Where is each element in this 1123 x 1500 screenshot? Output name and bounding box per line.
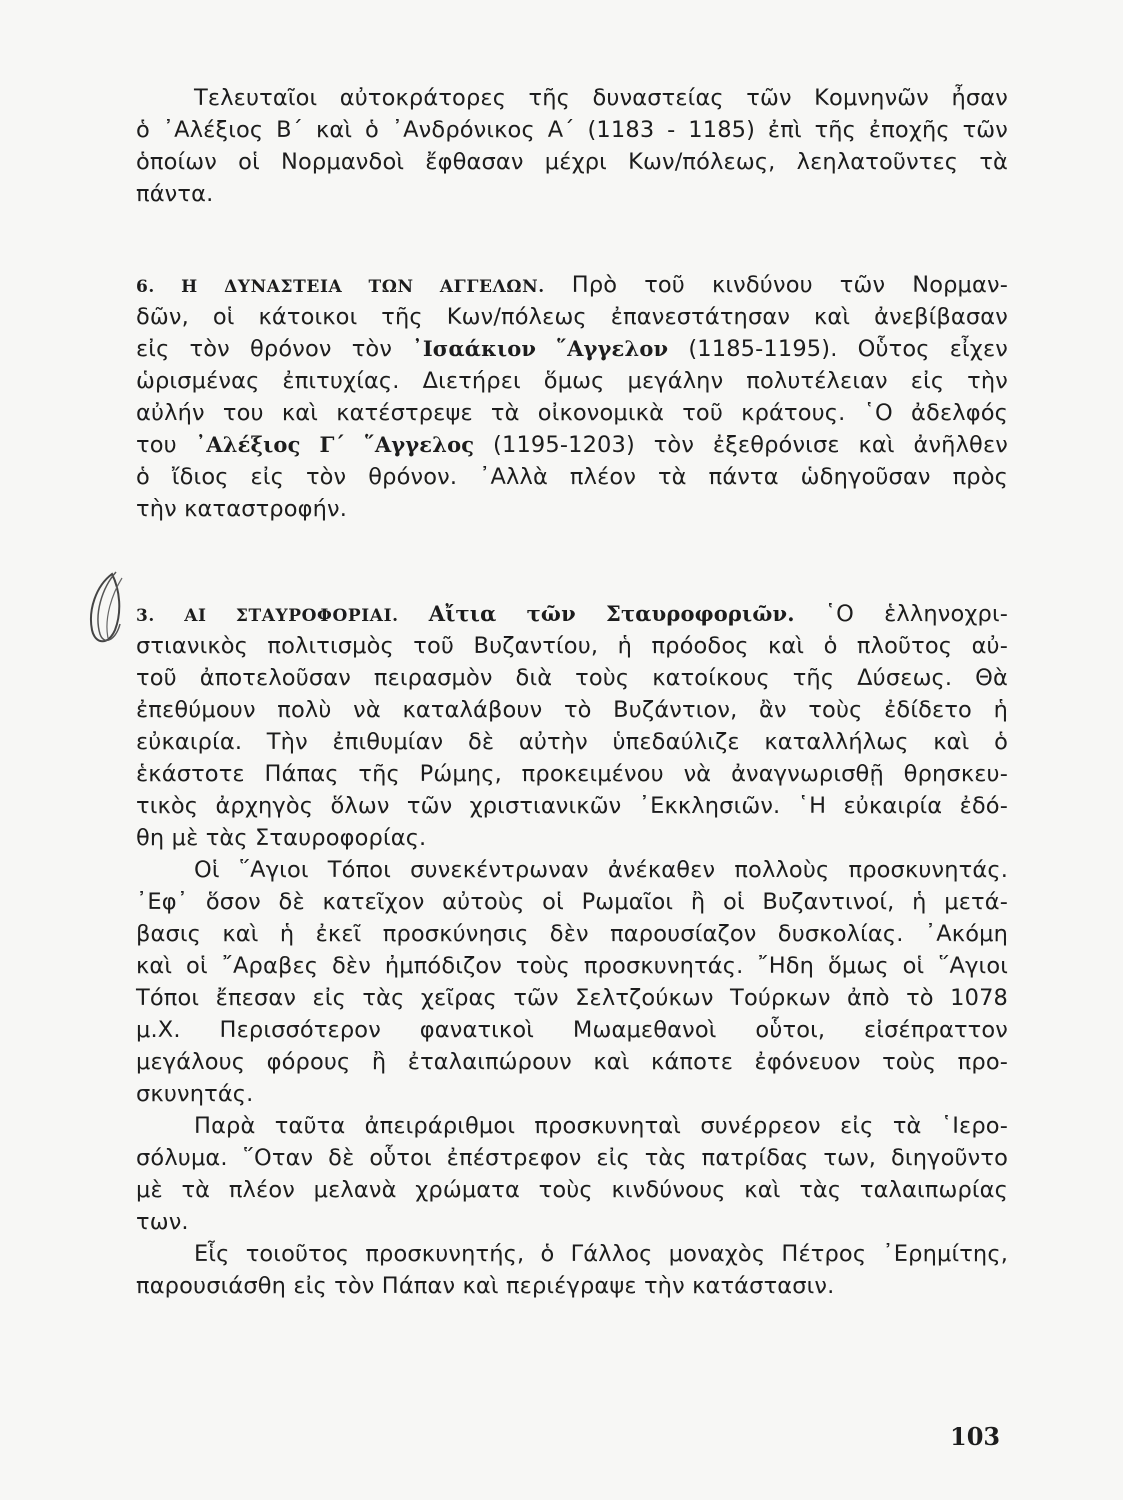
text-line: τικὸς ἀρχηγὸς ὅλων τῶν χριστιανικῶν ᾿Εκκλησιῶν. ῾Η εὐκαιρία ἐδό- [136, 793, 1008, 819]
text-line: ἐπεθύμουν πολὺ νὰ καταλάβουν τὸ Βυζάντιον, ἂν τοὺς ἐδίδετο ἡ [136, 697, 1008, 723]
section-heading: 3. ΑΙ ΣΤΑΥΡΟΦΟΡΙΑΙ. [136, 606, 399, 626]
text-line: τὴν καταστροφήν. [136, 496, 348, 522]
text-line [136, 333, 1008, 365]
text-line: Εἷς τοιοῦτος προσκυνητής, ὁ Γάλλος μοναχὸς Πέτρος ᾿Ερημίτης, [194, 1241, 1008, 1267]
intro-paragraph [136, 82, 1008, 210]
text-line: παρουσιάσθη εἰς τὸν Πάπαν καὶ περιέγραψε τὴν κατάστασιν. [136, 1273, 835, 1299]
section-crusades [136, 598, 1008, 1302]
text-line: μὲ τὰ πλέον μελανὰ χρώματα τοὺς κινδύνους καὶ τὰς ταλαιπωρίας [136, 1177, 1008, 1203]
text-line: Τελευταῖοι αὐτοκράτορες τῆς δυναστείας τῶν Κομνηνῶν ἦσαν [194, 85, 1008, 111]
section-angeloi-dynasty [136, 269, 1008, 525]
text-fragment: εἰς τὸν θρόνον τὸν [136, 336, 393, 362]
text-line: μ.Χ. Περισσότερον φανατικοὶ Μωαμεθανοὶ οὗτοι, εἰσέπραττον [136, 1017, 1008, 1043]
text-line: ἑκάστοτε Πάπας τῆς Ρώμης, προκειμένου νὰ ἀναγνωρισθῇ θρησκευ- [136, 761, 1008, 787]
section-heading: 6. Η ΔΥΝΑΣΤΕΙΑ ΤΩΝ ΑΓΓΕΛΩΝ. [136, 277, 545, 297]
text-line: Τόποι ἔπεσαν εἰς τὰς χεῖρας τῶν Σελτζούκων Τούρκων ἀπὸ τὸ 1078 [136, 985, 1008, 1011]
text-fragment: του [136, 432, 177, 458]
text-line [136, 429, 1008, 461]
bold-name: ᾿Αλέξιος Γ΄ ῞Αγγελος [195, 432, 475, 457]
text-line [136, 598, 1008, 630]
text-line: ὁ ᾿Αλέξιος Β΄ καὶ ὁ ᾿Ανδρόνικος Α΄ (1183 - 1185) ἐπὶ τῆς ἐποχῆς τῶν [136, 117, 1008, 143]
handwritten-margin-mark [82, 568, 132, 650]
text-fragment: Πρὸ τοῦ κινδύνου τῶν Νορμαν- [571, 272, 1008, 298]
text-line: ᾿Εφ᾿ ὅσον δὲ κατεῖχον αὐτοὺς οἱ Ρωμαῖοι ἢ οἱ Βυζαντινοί, ἡ μετά- [136, 889, 1008, 915]
text-line: βασις καὶ ἡ ἐκεῖ προσκύνησις δὲν παρουσίαζον δυσκολίας. ᾿Ακόμη [136, 921, 1008, 947]
text-fragment: (1195-1203) τὸν ἐξεθρόνισε καὶ ἀνῆλθεν [493, 432, 1009, 458]
text-line: καὶ οἱ ῎Αραβες δὲν ἠμπόδιζον τοὺς προσκυνητάς. ῎Ηδη ὅμως οἱ ῞Αγιοι [136, 953, 1008, 979]
section-subheading: Αἴτια τῶν Σταυροφοριῶν. [428, 601, 795, 626]
text-line: σκυνητάς. [136, 1081, 254, 1107]
text-line: αὐλήν του καὶ κατέστρεψε τὰ οἰκονομικὰ τοῦ κράτους. ῾Ο ἀδελφός [136, 400, 1008, 426]
text-line: σόλυμα. ῞Οταν δὲ οὗτοι ἐπέστρεφον εἰς τὰς πατρίδας των, διηγοῦντο [136, 1145, 1008, 1171]
text-line: ὁποίων οἱ Νορμανδοὶ ἔφθασαν μέχρι Κων/πόλεως, λεηλατοῦντες τὰ [136, 149, 1008, 175]
text-line: των. [136, 1209, 189, 1235]
text-line: εὐκαιρία. Τὴν ἐπιθυμίαν δὲ αὐτὴν ὑπεδαύλιζε καταλλήλως καὶ ὁ [136, 729, 1008, 755]
text-line: Οἱ ῞Αγιοι Τόποι συνεκέντρωναν ἀνέκαθεν πολλοὺς προσκυνητάς. [194, 857, 1008, 883]
text-line: ὡρισμένας ἐπιτυχίας. Διετήρει ὅμως μεγάλην πολυτέλειαν εἰς τὴν [136, 368, 1008, 394]
text-line [136, 269, 1008, 301]
text-line: Παρὰ ταῦτα ἀπειράριθμοι προσκυνηταὶ συνέρρεον εἰς τὰ ῾Ιερο- [194, 1113, 1008, 1139]
text-line: ὁ ἴδιος εἰς τὸν θρόνον. ᾿Αλλὰ πλέον τὰ πάντα ὡδηγοῦσαν πρὸς [136, 464, 1008, 490]
text-fragment: ῾Ο ἑλληνοχρι- [824, 601, 1008, 627]
text-line: στιανικὸς πολιτισμὸς τοῦ Βυζαντίου, ἡ πρόοδος καὶ ὁ πλοῦτος αὐ- [136, 633, 1008, 659]
text-line: τοῦ ἀποτελοῦσαν πειρασμὸν διὰ τοὺς κατοίκους τῆς Δύσεως. Θὰ [136, 665, 1008, 691]
text-line: μεγάλους φόρους ἢ ἐταλαιπώρουν καὶ κάποτε ἐφόνευον τοὺς προ- [136, 1049, 1008, 1075]
text-line: δῶν, οἱ κάτοικοι τῆς Κων/πόλεως ἐπανεστάτησαν καὶ ἀνεβίβασαν [136, 304, 1008, 330]
bold-name: ᾿Ισαάκιον ῞Αγγελον [412, 336, 669, 361]
text-line: θη μὲ τὰς Σταυροφορίας. [136, 825, 427, 851]
text-fragment: (1185-1195). Οὗτος εἶχεν [688, 336, 1008, 362]
text-line: πάντα. [136, 181, 214, 207]
page-number: 103 [950, 1422, 1001, 1451]
